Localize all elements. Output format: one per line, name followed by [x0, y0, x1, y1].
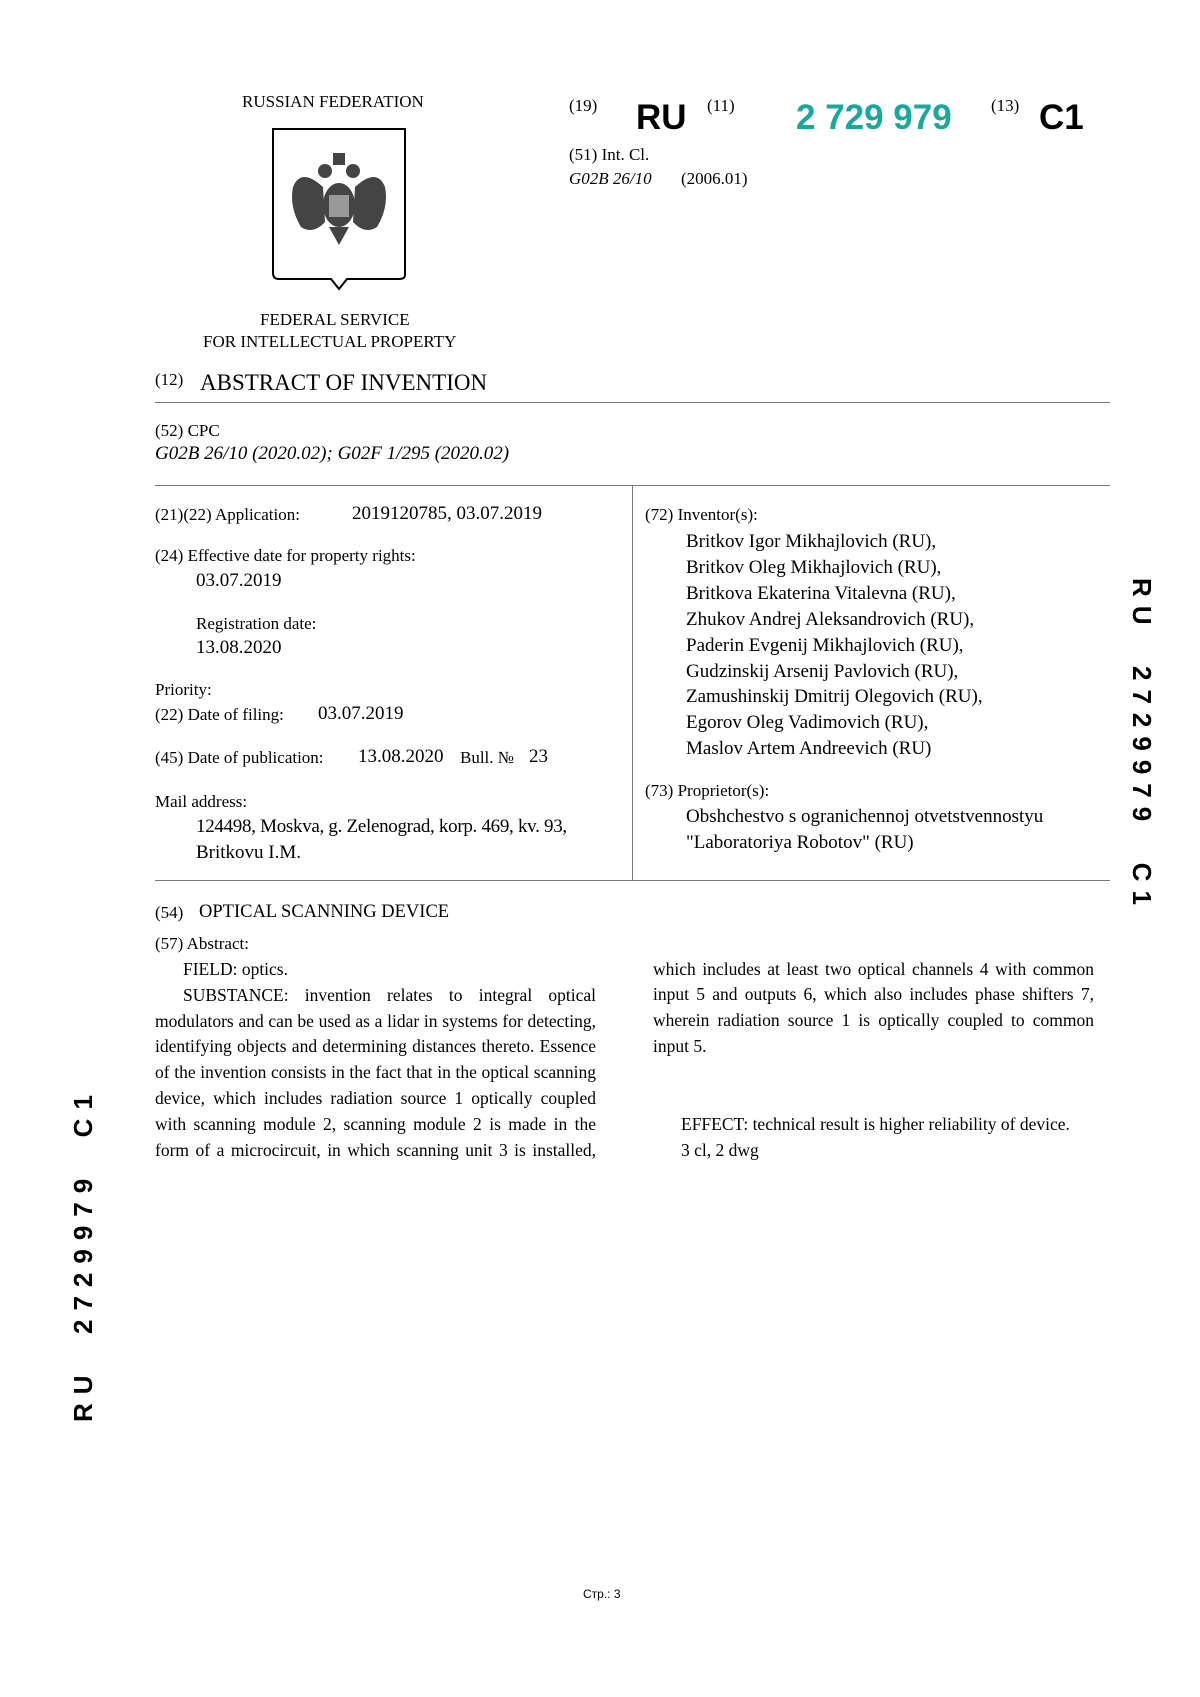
abstract-column-right [653, 957, 1094, 1164]
emblem-icon [271, 127, 407, 287]
filing-value: 03.07.2019 [318, 703, 404, 724]
publication-label: (45) Date of publication: [155, 748, 324, 767]
inventor: Britkova Ekaterina Vitalevna (RU), [686, 582, 956, 604]
side-label-right: RU 2729979 C1 [1127, 578, 1157, 914]
filing-label: (22) Date of filing: [155, 705, 284, 724]
code-19: (19) [569, 96, 598, 115]
doc-type-code: (12) [155, 370, 184, 389]
code-13: (13) [991, 96, 1020, 115]
abstract-column-left [155, 957, 596, 1163]
country-label: RUSSIAN FEDERATION [242, 92, 424, 111]
agency-line-2: FOR INTELLECTUAL PROPERTY [203, 332, 457, 351]
int-cl-code: G02B 26/10 [569, 169, 652, 188]
bull-label: Bull. № [460, 748, 515, 767]
agency-line-1: FEDERAL SERVICE [260, 310, 410, 329]
priority-label: Priority: [155, 680, 212, 699]
inventor: Paderin Evgenij Mikhajlovich (RU), [686, 634, 964, 656]
int-cl-version: (2006.01) [681, 169, 748, 188]
divider [155, 402, 1110, 403]
side-label-left: RU 2729979 C1 [68, 1086, 98, 1422]
application-value: 2019120785, 03.07.2019 [352, 503, 542, 524]
column-divider [632, 485, 633, 880]
abstract-substance: SUBSTANCE: invention relates to integral optical modulators and can be used as a lidar in systems for detecting, identifying objects and determining distances thereto. Essence of the invention consists in the fact that in the optical scanning device, which includes radiation source 1 optically coupled with scanning module 2, scanning module 2 is made in the form of a microcircuit, in which scanning unit 3 is installed, [155, 984, 596, 1160]
effective-value: 03.07.2019 [196, 570, 282, 591]
cpc-value: G02B 26/10 (2020.02); G02F 1/295 (2020.02) [155, 443, 510, 464]
cpc-label: (52) CPC [155, 421, 220, 440]
inventor: Britkov Oleg Mikhajlovich (RU), [686, 556, 942, 578]
abstract-substance-continued: which includes at least two optical channels 4 with common input 5 and outputs 6, which also includes phase shifters 7, wherein radiation source 1 is optically coupled to common input 5. [653, 958, 1094, 1056]
doc-type-title: ABSTRACT OF INVENTION [200, 370, 488, 395]
kind-code: C1 [1039, 98, 1084, 137]
title-code: (54) [155, 903, 184, 922]
divider [155, 880, 1110, 881]
inventor: Zhukov Andrej Aleksandrovich (RU), [686, 608, 975, 630]
abstract-label: (57) Abstract: [155, 934, 249, 953]
registration-label: Registration date: [196, 614, 317, 633]
registration-value: 13.08.2020 [196, 637, 282, 658]
patent-number: 2 729 979 [796, 98, 952, 137]
page-number: Стр.: 3 [583, 1587, 621, 1601]
inventor: Zamushinskij Dmitrij Olegovich (RU), [686, 686, 983, 708]
proprietor-line-1: Obshchestvo s ogranichennoj otvetstvennostyu [686, 806, 1044, 827]
effective-label: (24) Effective date for property rights: [155, 546, 416, 565]
abstract-claims: 3 cl, 2 dwg [681, 1139, 759, 1160]
code-11: (11) [707, 96, 735, 115]
mail-label: Mail address: [155, 792, 248, 811]
inventor: Egorov Oleg Vadimovich (RU), [686, 712, 929, 734]
inventor: Maslov Artem Andreevich (RU) [686, 738, 932, 760]
publication-value: 13.08.2020 [358, 746, 444, 767]
abstract-field: FIELD: optics. [183, 959, 288, 979]
int-cl-label: (51) Int. Cl. [569, 145, 650, 164]
proprietor-label: (73) Proprietor(s): [645, 781, 770, 800]
invention-title: OPTICAL SCANNING DEVICE [199, 902, 450, 922]
mail-line-2: Britkovu I.M. [196, 842, 302, 863]
inventors-label: (72) Inventor(s): [645, 505, 758, 524]
inventors-list [686, 529, 983, 762]
proprietor-line-2: "Laboratoriya Robotov" (RU) [686, 832, 914, 853]
country-code: RU [636, 98, 687, 137]
inventor: Britkov Igor Mikhajlovich (RU), [686, 531, 937, 552]
application-label: (21)(22) Application: [155, 505, 300, 524]
abstract-effect: EFFECT: technical result is higher reliability of device. [681, 1114, 1070, 1134]
mail-line-1: 124498, Moskva, g. Zelenograd, korp. 469, kv. 93, [196, 816, 567, 837]
bull-value: 23 [529, 746, 548, 767]
inventor: Gudzinskij Arsenij Pavlovich (RU), [686, 660, 959, 682]
